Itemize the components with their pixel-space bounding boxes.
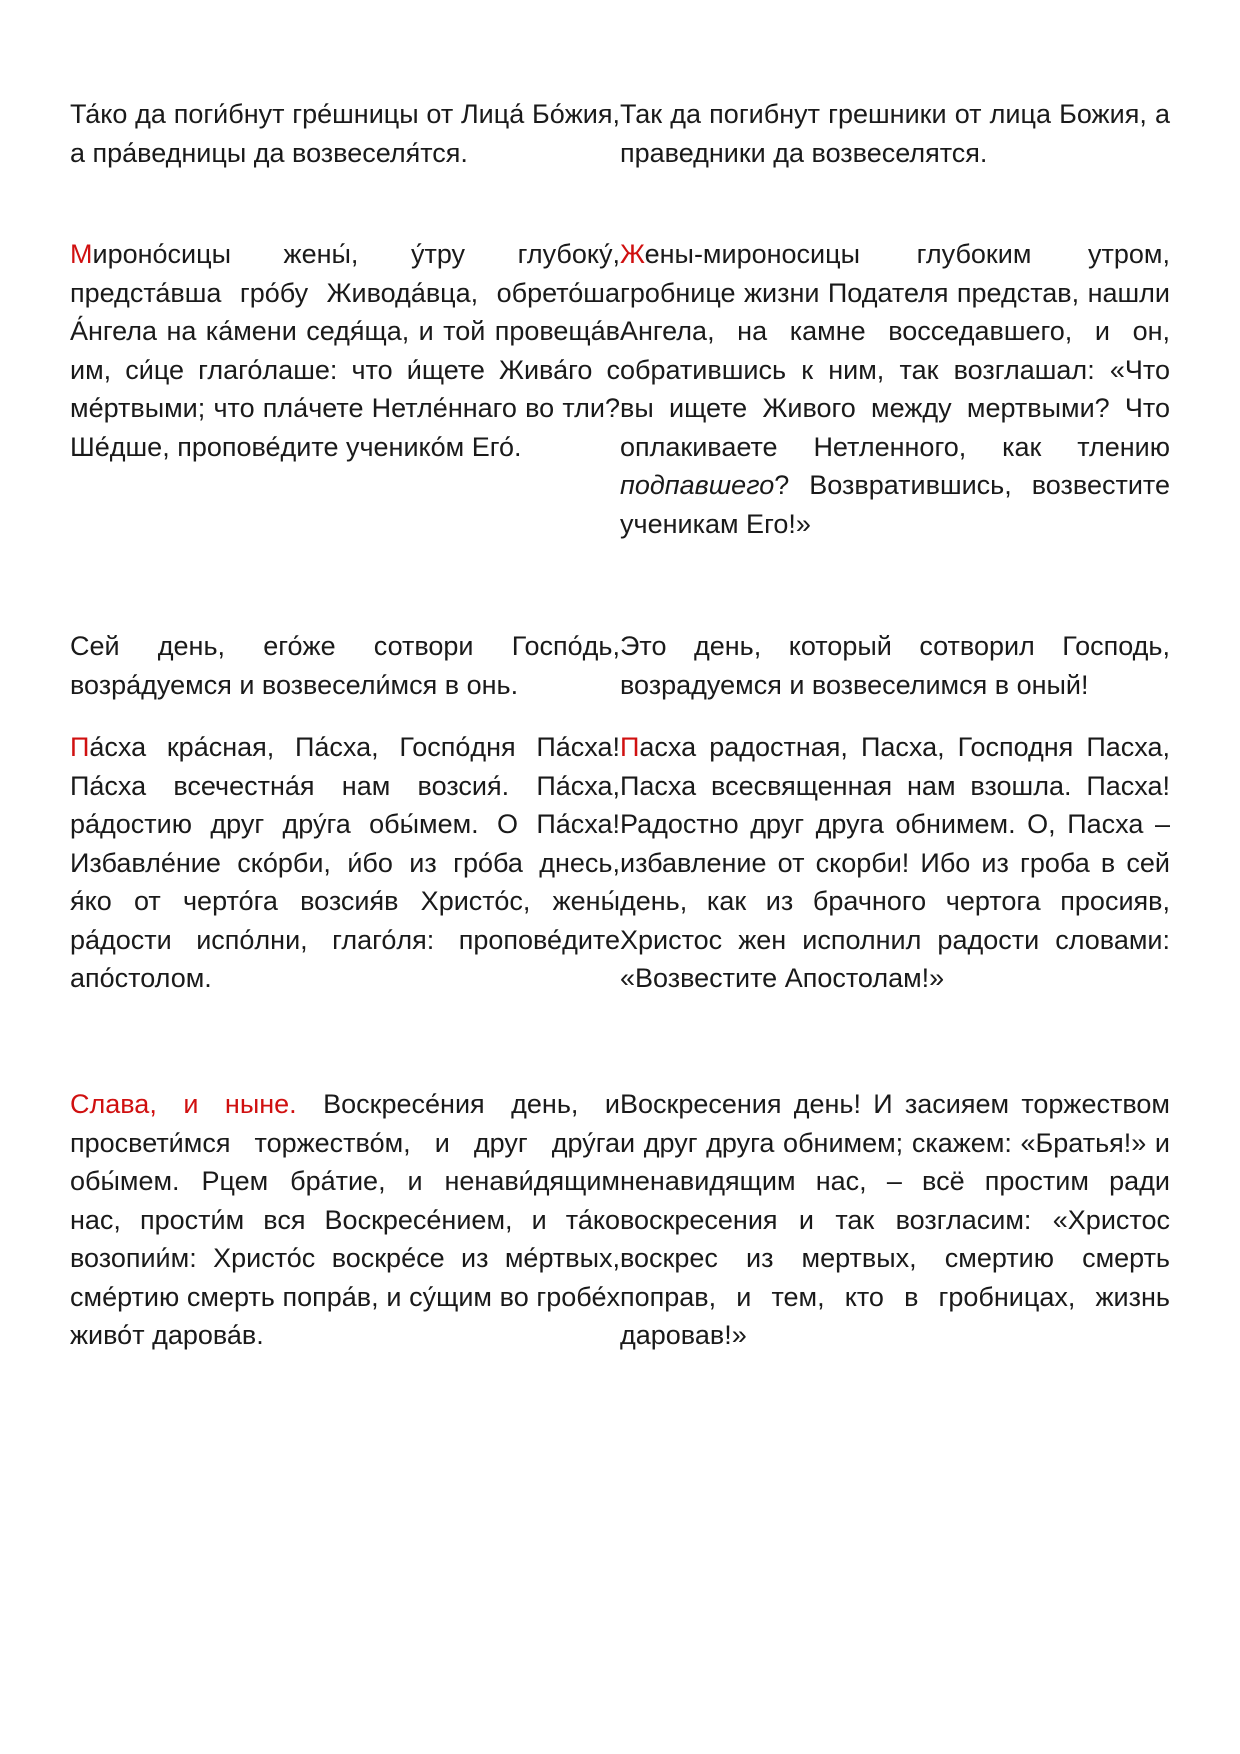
- church-slavonic-text: [70, 1085, 620, 1355]
- slavonic-verse: Воскресе́ния день, и просвети́мся торжество́м, и друг дру́га обы́мем. Рцем бра́тие, и ненави́дящим нас, прости́м вся Воскресе́нием, и та́ко возопии́м: Христо́с воскре́се из ме́ртвых, сме́ртию смерть попра́в, и су́щим во гробе́х живо́т дарова́в.: [70, 1089, 620, 1350]
- russian-translation: [620, 235, 1170, 543]
- russian-translation: [620, 627, 1170, 704]
- church-slavonic-text: [70, 235, 620, 543]
- verse-block-4: [70, 728, 1170, 998]
- red-rubric: Слава, и ныне.: [70, 1089, 297, 1119]
- slavonic-verse: Та́ко да поги́бнут гре́шницы от Лица́ Бо́жия, а пра́ведницы да возвеселя́тся.: [70, 99, 620, 168]
- church-slavonic-text: [70, 627, 620, 704]
- russian-verse: Так да погибнут грешники от лица Божия, а праведники да возвеселятся.: [620, 99, 1170, 168]
- verse-block-1: [70, 95, 1170, 172]
- italic-word: подпавшего: [620, 470, 775, 500]
- red-initial: П: [620, 732, 640, 762]
- russian-verse: ены-мироносицы глубоким утром, гробнице жизни Подателя представ, нашли Ангела, на камне восседавшего, и он, обратившись к ним, так возглашал: «Что вы ищете Живого между мертвыми? Что оплакиваете Нетленного, как тлению: [620, 239, 1170, 462]
- russian-verse-end: ? Возвратившись, возвестите ученикам Его!»: [620, 470, 1170, 539]
- russian-verse: асха радостная, Пасха, Господня Пасха, Пасха всесвященная нам взошла. Пасха! Радостно друг друга обнимем. О, Пасха – избавление от скорби! Ибо из гроба в сей день, как из брачного чертога просияв, Христос жен исполнил радости словами: «Возвестите Апостолам!»: [620, 732, 1170, 993]
- russian-translation: [620, 728, 1170, 998]
- slavonic-verse: а́сха кра́сная, Па́сха, Госпо́дня Па́сха! Па́сха всечестна́я нам возсия́. Па́сха, ра́достию друг дру́га обы́мем. О Па́сха! Избавле́ние ско́рби, и́бо из гро́ба днесь, я́ко от черто́га возсия́в Христо́с, жены́ ра́дости испо́лни, глаго́ля: пропове́дите апо́столом.: [70, 732, 620, 993]
- slavonic-verse: Сей день, его́же сотвори Госпо́дь, возра́дуемся и возвесели́мся в онь.: [70, 631, 620, 700]
- russian-translation: [620, 1085, 1170, 1355]
- russian-verse: Воскресения день! И засияем торжеством и друг друга обнимем; скажем: «Братья!» и ненавидящим нас, – всё простим ради воскресения и так возгласим: «Христос воскрес из мертвых, смертию смерть поправ, и тем, кто в гробницах, жизнь даровав!»: [620, 1089, 1170, 1350]
- russian-translation: [620, 95, 1170, 172]
- verse-block-2: [70, 235, 1170, 543]
- verse-block-5: [70, 1085, 1170, 1355]
- red-initial: Ж: [620, 239, 645, 269]
- verse-block-3: [70, 627, 1170, 704]
- red-initial: П: [70, 732, 90, 762]
- russian-verse: Это день, который сотворил Господь, возрадуемся и возвеселимся в оный!: [620, 631, 1170, 700]
- red-initial: М: [70, 239, 93, 269]
- church-slavonic-text: [70, 728, 620, 998]
- slavonic-verse: ироно́сицы жены́, у́тру глубоку́, предста́вша гро́бу Живода́вца, обрето́ша А́нгела на ка́мени седя́ща, и той провеща́в им, си́це глаго́лаше: что и́щете Жива́го с ме́ртвыми; что пла́чете Нетле́ннаго во тли? Ше́дше, пропове́дите ученико́м Его́.: [70, 239, 620, 462]
- church-slavonic-text: [70, 95, 620, 172]
